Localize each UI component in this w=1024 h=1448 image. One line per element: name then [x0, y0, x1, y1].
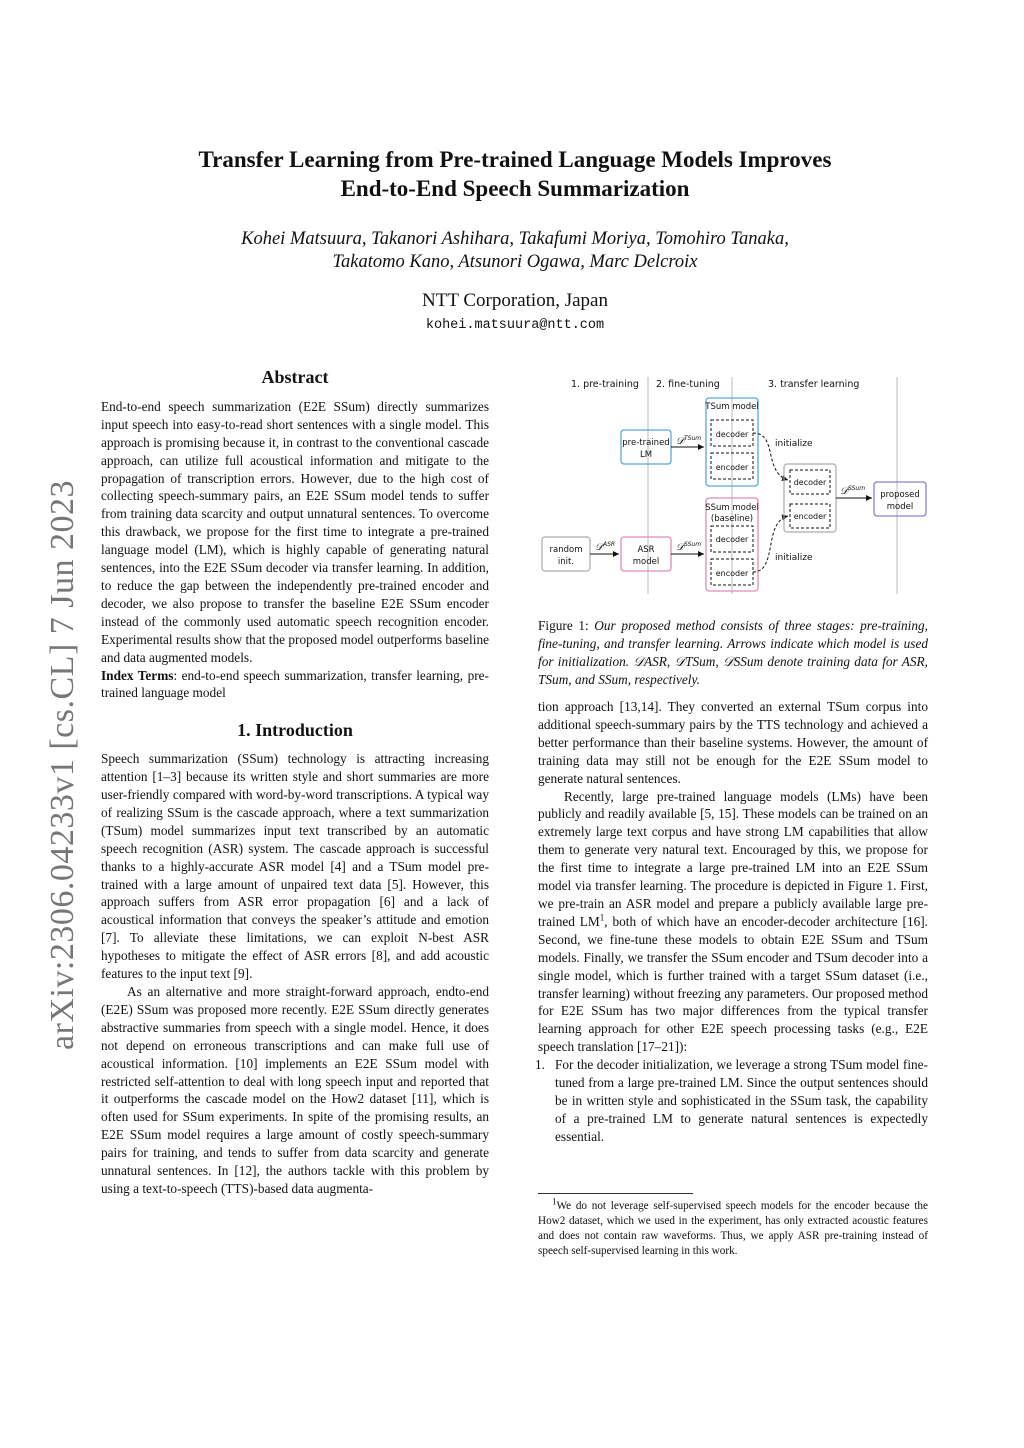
asr-model-label-2: model [632, 557, 660, 567]
index-terms-text: : end-to-end speech summarization, transfer learning, pre-trained language model [101, 667, 489, 701]
asr-model-label-1: ASR [637, 545, 655, 555]
list-item [535, 1056, 928, 1146]
d-asr-symbol [595, 541, 615, 553]
d-asr-sup: ASR [602, 541, 616, 548]
index-terms-label: Index Terms [101, 667, 174, 683]
footnote [538, 1196, 928, 1259]
footnote-text: We do not leverage self-supervised speech models for the encoder because the How2 dataset, which we used in the experiment, has only extracted acoustic features and does not contain raw waveforms. Thus, we apply ASR pre-training instead of speech self-supervised learning in this work. [538, 1200, 928, 1257]
initialize-label-1: initialize [775, 439, 813, 449]
initialize-label-2: initialize [775, 553, 813, 563]
caption-text: Our proposed method consists of three stages: pre-training, fine-tuning, and transfer learning. Arrows indicate which model is used for initialization. 𝒟ASR, 𝒟TSum, 𝒟SSum denote training data for ASR, TSum, and SSum, respectively. [538, 618, 928, 687]
arxiv-stamp [20, 470, 81, 1050]
intro-paragraph-2: As an alternative and more straight-forward approach, endto-end (E2E) SSum was proposed more recently. E2E SSum directly generates abstractive summaries from speech with a single model. Hence, it does not depend on erroneous transcriptions and can make full use of acoustical information. [10] implements an E2E SSum model with restricted self-attention to deal with long speech input and reported that it outperforms the cascade model on the How2 dataset [11], which is often used for SSum experiments. In spite of the promising results, an E2E SSum model requires a large amount of costly speech-summary pairs for training, and tends to suffer from data scarcity and generate unnatural sentences. In [12], the authors tackle with this problem by using a text-to-speech (TTS)-based data augmenta- [101, 984, 489, 1196]
list-item-number: 1. [535, 1057, 545, 1073]
ssum-encoder-label: encoder [715, 569, 749, 578]
left-column [101, 369, 489, 1198]
transfer-encoder-label: encoder [793, 512, 827, 521]
footnote-mark: 1 [552, 1196, 557, 1207]
intro-paragraph-1: Speech summarization (SSum) technology is attracting increasing attention [1–3] because its written style and short summaries are more user-friendly compared with word-by-word transcriptions. A typical way of realizing SSum is the cascade approach, where a text summarization (TSum) model summarizes input text transcribed by an automatic speech recognition (ASR) system. The cascade approach is successful thanks to a highly-accurate ASR model [4] and a TSum model pre-trained with a large amount of unpaired text data [5]. However, this approach suffers from ASR error propagation [6] and a lack of acoustical information that conveys the speaker’s attitude and emotion [7]. To alleviate these limitations, we can exploit N-best ASR hypotheses to mitigate the effect of ASR errors [8], and add acoustic features to the input text [9]. [101, 751, 489, 982]
stage-label-transfer: 3. transfer learning [768, 379, 860, 390]
d-ssum-symbol-1 [676, 541, 701, 553]
d-ssum-d-2: 𝒟 [840, 486, 848, 497]
intro-paragraph-3: tion approach [13,14]. They converted an external TSum corpus into additional speech-summary pairs by the TTS technology and achieved a better performance than their baseline systems. However, the amount of training data may still not be enough for the E2E SSum model to generate natural sentences. [538, 699, 928, 786]
random-init-label-1: random [549, 545, 583, 555]
d-tsum-d: 𝒟 [676, 436, 684, 447]
footnote-ref: 1 [599, 912, 605, 923]
index-terms [101, 667, 489, 703]
authors-line-2: Takatomo Kano, Atsunori Ogawa, Marc Delcroix [332, 252, 698, 272]
figure-1-caption [538, 617, 928, 689]
tsum-decoder-label: decoder [715, 430, 749, 439]
paper-title [100, 145, 930, 203]
footnote-rule [538, 1193, 693, 1194]
title-line-2: End-to-End Speech Summarization [340, 176, 690, 201]
transfer-decoder-label: decoder [793, 478, 827, 487]
d-ssum-sup-1: SSum [683, 541, 702, 548]
proposed-model-label-2: model [886, 502, 914, 512]
random-init-label-2: init. [557, 557, 575, 567]
d-ssum-sup-2: SSum [847, 485, 866, 492]
figure-1-diagram [538, 372, 928, 597]
affiliation: NTT Corporation, Japan [422, 290, 608, 311]
d-tsum-sup: TSum [683, 435, 702, 442]
d-tsum-symbol [676, 435, 701, 447]
list-item-text: For the decoder initialization, we leverage a strong TSum model fine-tuned from a large pre-trained LM. Since the output sentences should be in written style and sophisticated in the SSum task, the capability of a pre-trained LM to generate natural sentences is expectedly essential. [555, 1057, 928, 1144]
intro-paragraph-4 [538, 788, 928, 1057]
differences-list [535, 1056, 928, 1146]
intro-heading: 1. Introduction [237, 720, 353, 741]
authors-line-1: Kohei Matsuura, Takanori Ashihara, Takafumi Moriya, Tomohiro Tanaka, [241, 229, 789, 249]
ssum-model-label-1: SSum model [705, 503, 759, 513]
title-line-1: Transfer Learning from Pre-trained Language Models Improves [198, 147, 832, 172]
d-ssum-symbol-2 [840, 485, 865, 497]
tsum-encoder-label: encoder [715, 463, 749, 472]
stage-label-pretraining: 1. pre-training [571, 379, 639, 390]
ssum-model-label-2: (baseline) [710, 514, 754, 524]
pretrained-lm-label-2: LM [639, 450, 653, 460]
tsum-model-label: TSum model [705, 402, 759, 412]
abstract-body: End-to-end speech summarization (E2E SSum) directly summarizes input speech into easy-to-read short sentences with a single model. This approach is promising because it, in contrast to the conventional cascade approach, can utilize full acoustical information and mitigate to the propagation of transcription errors. However, due to the high cost of collecting speech-summary pairs, an E2E SSum model tends to suffer from training data scarcity and output unnatural sentences. To overcome this drawback, we propose for the first time to integrate a pre-trained language model (LM), which is highly capable of generating natural sentences, into the E2E SSum decoder via transfer learning. In addition, to reduce the gap between the independently pre-trained encoder and decoder, we also propose to transfer the baseline E2E SSum encoder instead of the commonly used automatic speech recognition encoder. Experimental results show that the proposed model outperforms baseline and data augmented models. [101, 398, 489, 665]
pretrained-lm-label-1: pre-trained [622, 438, 670, 448]
d-asr-d: 𝒟 [595, 542, 603, 553]
transfer-model-box [784, 464, 836, 532]
authors [100, 228, 930, 274]
intro-paragraph-4-a: Recently, large pre-trained language models (LMs) have been publicly and readily available [5, 15]. These models can be trained on an extremely large text corpus and have strong LM capabilities that allow them to generate very natural text. Encouraged by this, we propose for the first time to integrate a large pre-trained LM into an E2E SSum model via transfer learning. The procedure is depicted in Figure 1. First, we pre-train an ASR model and prepare a publicly available large pre-trained LM [538, 788, 928, 929]
d-ssum-d-1: 𝒟 [676, 542, 684, 553]
proposed-model-label-1: proposed [880, 490, 920, 500]
abstract-heading: Abstract [261, 367, 329, 387]
right-column [535, 698, 929, 1146]
stage-label-finetuning: 2. fine-tuning [656, 379, 720, 390]
arxiv-id: arXiv:2306.04233v1 [cs.CL] 7 Jun 2023 [44, 479, 81, 1050]
intro-paragraph-4-b: , both of which have an encoder-decoder architecture [16]. Second, we fine-tune these models to obtain E2E SSum and TSum models. Finally, we transfer the SSum encoder and TSum decoder into a single model, which is further trained with a target SSum dataset (i.e., transfer learning) without freezing any parameters. Our proposed method for E2E SSum has two major differences from the typical transfer learning approach for other E2E speech processing tasks (e.g., E2E speech translation [17–21]): [538, 913, 929, 1055]
ssum-decoder-label: decoder [715, 535, 749, 544]
caption-label: Figure 1: [538, 618, 595, 633]
author-email: kohei.matsuura@ntt.com [425, 318, 605, 333]
